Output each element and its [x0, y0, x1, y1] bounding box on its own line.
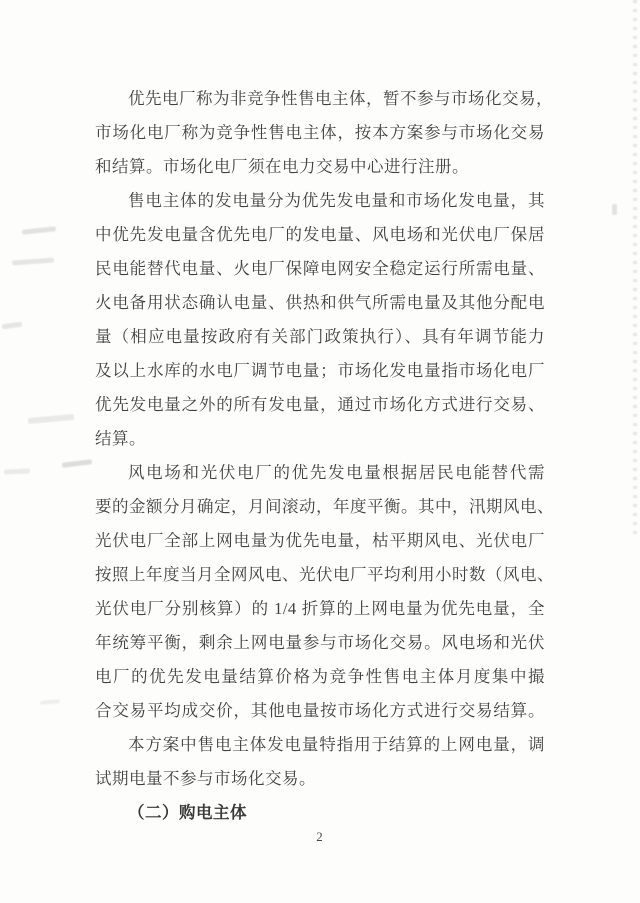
body-line: 结算。	[95, 429, 146, 448]
body-line: 优先发电量之外的所有发电量，通过市场化方式进行交易、	[95, 395, 545, 414]
page-number: 2	[316, 829, 324, 844]
body-line: 年统筹平衡，剩余上网电量参与市场化交易。风电场和光伏	[95, 633, 545, 652]
body-line: 及以上水库的水电厂调节电量；市场化发电量指市场化电厂	[95, 361, 545, 380]
body-line: 和结算。市场化电厂须在电力交易中心进行注册。	[95, 157, 469, 176]
body-line: 本方案中售电主体发电量特指用于结算的上网电量，调	[128, 735, 545, 754]
scan-artifact	[62, 459, 92, 468]
body-line: 市场化电厂称为竞争性售电主体，按本方案参与市场化交易	[95, 123, 545, 142]
body-line: 合交易平均成交价，其他电量按市场化方式进行交易结算。	[95, 701, 545, 720]
scan-artifact	[4, 468, 30, 474]
scan-edge-noise	[633, 0, 637, 540]
body-line: 中优先发电量含优先电厂的发电量、风电场和光伏电厂保居	[95, 225, 545, 244]
scan-artifact	[22, 226, 56, 235]
body-line: 优先电厂称为非竞争性售电主体，暂不参与市场化交易，	[128, 89, 553, 108]
scan-artifact	[2, 322, 23, 330]
scan-artifact	[40, 699, 60, 705]
body-line: 售电主体的发电量分为优先发电量和市场化发电量，其	[128, 191, 545, 210]
document-body	[95, 82, 554, 830]
section-heading: （二）购电主体	[128, 803, 247, 822]
body-line: 试期电量不参与市场化交易。	[95, 769, 316, 788]
body-line: 民电能替代电量、火电厂保障电网安全稳定运行所需电量、	[95, 259, 545, 278]
body-line: 光伏电厂分别核算）的 1/4 折算的上网电量为优先电量，全	[95, 599, 545, 618]
body-line: 按照上年度当月全网风电、光伏电厂平均利用小时数（风电、	[95, 565, 554, 584]
scan-artifact	[12, 258, 54, 266]
body-line: 光伏电厂全部上网电量为优先电量，枯平期风电、光伏电厂	[95, 531, 545, 550]
scan-artifact	[612, 204, 617, 215]
body-line: 要的金额分月确定，月间滚动，年度平衡。其中，汛期风电、	[95, 497, 554, 516]
body-line: 风电场和光伏电厂的优先发电量根据居民电能替代需	[128, 463, 545, 482]
body-line: 量（相应电量按政府有关部门政策执行）、具有年调节能力	[95, 327, 545, 346]
body-line: 火电备用状态确认电量、供热和供气所需电量及其他分配电	[95, 293, 545, 312]
scan-artifact	[28, 414, 74, 424]
body-line: 电厂的优先发电量结算价格为竞争性售电主体月度集中撮	[95, 667, 545, 686]
